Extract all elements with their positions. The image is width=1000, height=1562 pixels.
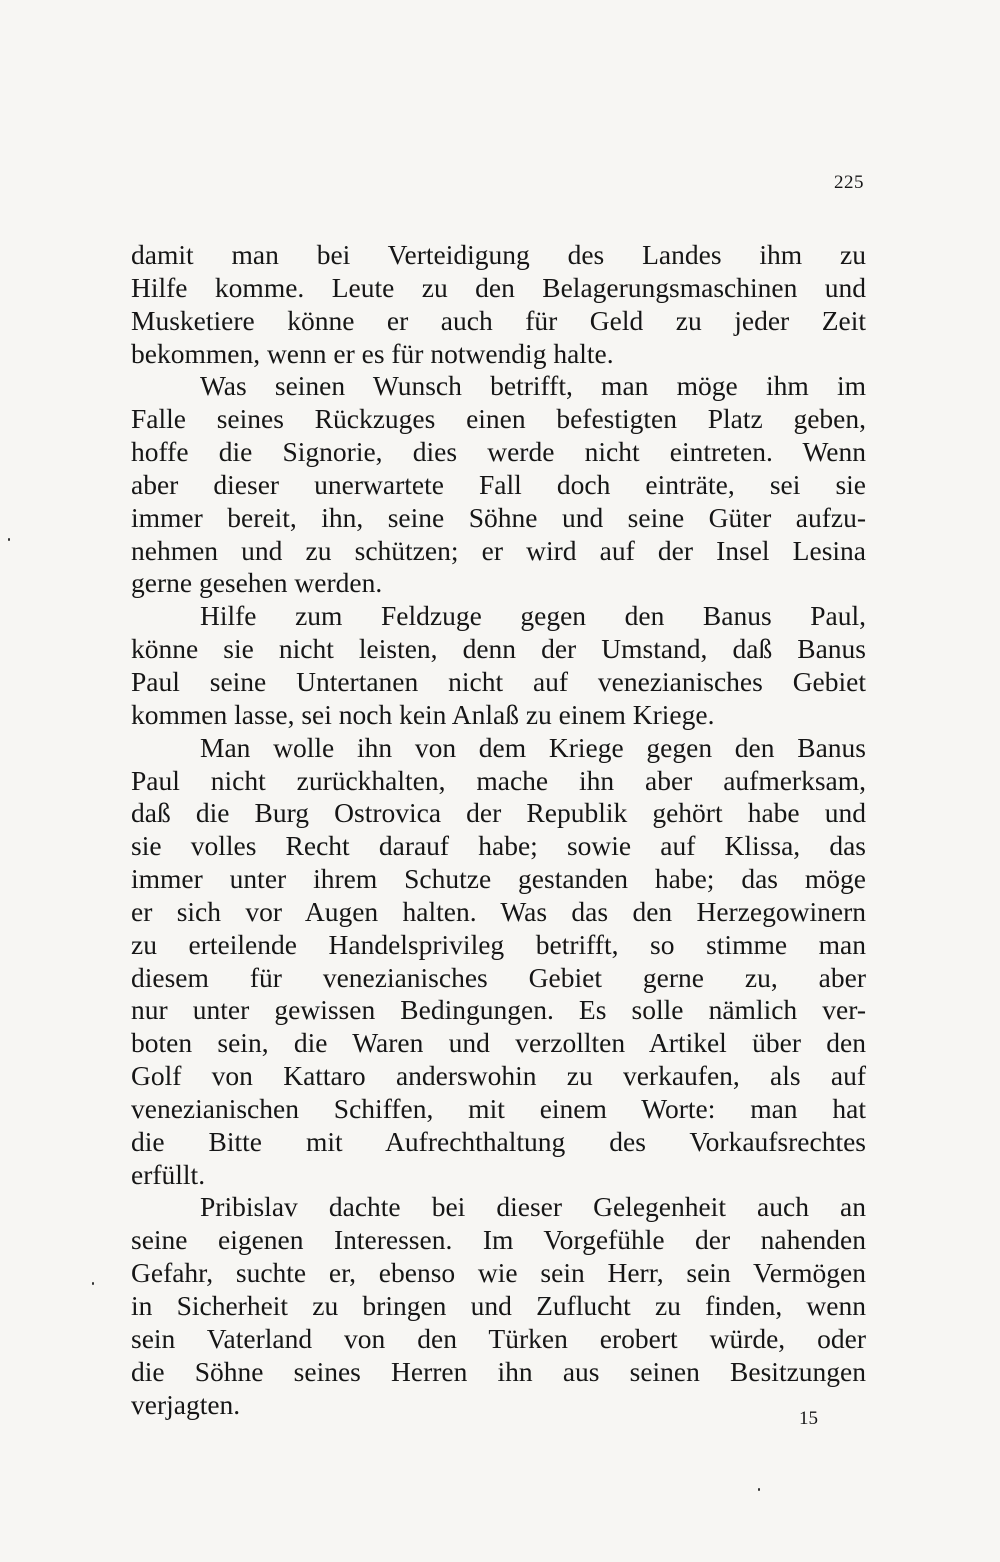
text-line: Gefahr, suchte er, ebenso wie sein Herr, sein Vermögen	[131, 1257, 866, 1289]
text-line: Hilfe komme. Leute zu den Belagerungsmaschinen und	[131, 271, 866, 303]
text-line: daß die Burg Ostrovica der Republik gehört habe und	[131, 797, 866, 829]
text-line: sein Vaterland von den Türken erobert würde, oder	[131, 1322, 866, 1354]
text-line: nur unter gewissen Bedingungen. Es solle nämlich ver-	[131, 994, 866, 1026]
body-text	[131, 239, 866, 1421]
ink-speck	[92, 1282, 94, 1285]
text-line: Man wolle ihn von dem Kriege gegen den Banus	[200, 731, 866, 763]
text-line: Musketiere könne er auch für Geld zu jeder Zeit	[131, 304, 866, 336]
text-line: aber dieser unerwartete Fall doch einträte, sei sie	[131, 468, 866, 500]
text-line: Paul seine Untertanen nicht auf venezianisches Gebiet	[131, 665, 866, 697]
text-line: damit man bei Verteidigung des Landes ihm zu	[131, 239, 866, 270]
ink-speck	[758, 1488, 760, 1491]
signature-mark: 15	[799, 1408, 818, 1429]
text-line: die Söhne seines Herren ihn aus seinen Besitzungen	[131, 1355, 866, 1387]
text-line: boten sein, die Waren und verzollten Artikel über den	[131, 1027, 866, 1059]
text-line: erfüllt.	[131, 1158, 206, 1190]
text-line: könne sie nicht leisten, denn der Umstand, daß Banus	[131, 633, 866, 665]
text-line: die Bitte mit Aufrechthaltung des Vorkaufsrechtes	[131, 1125, 866, 1157]
text-line: hoffe die Signorie, dies werde nicht eintreten. Wenn	[131, 436, 866, 468]
text-line: venezianischen Schiffen, mit einem Worte: man hat	[131, 1092, 866, 1124]
text-line: seine eigenen Interessen. Im Vorgefühle der nahenden	[131, 1224, 866, 1256]
text-line: Paul nicht zurückhalten, mache ihn aber aufmerksam,	[131, 764, 866, 796]
text-line: Pribislav dachte bei dieser Gelegenheit auch an	[200, 1191, 866, 1223]
text-line: er sich vor Augen halten. Was das den Herzegowinern	[131, 895, 866, 927]
text-line: Hilfe zum Feldzuge gegen den Banus Paul,	[200, 600, 866, 632]
text-line: verjagten.	[131, 1388, 241, 1420]
text-line: Falle seines Rückzuges einen befestigten Platz geben,	[131, 403, 866, 435]
text-line: sie volles Recht darauf habe; sowie auf Klissa, das	[131, 830, 866, 862]
text-line: kommen lasse, sei noch kein Anlaß zu einem Kriege.	[131, 698, 715, 730]
text-line: in Sicherheit zu bringen und Zuflucht zu finden, wenn	[131, 1290, 866, 1321]
ink-speck	[8, 538, 10, 541]
text-line: bekommen, wenn er es für notwendig halte.	[131, 337, 614, 369]
text-line: Was seinen Wunsch betrifft, man möge ihm im	[200, 370, 866, 402]
text-line: diesem für venezianisches Gebiet gerne zu, aber	[131, 961, 866, 993]
page-number: 225	[834, 172, 864, 193]
text-line: immer bereit, ihn, seine Söhne und seine Güter aufzu-	[131, 501, 866, 533]
text-line: nehmen und zu schützen; er wird auf der Insel Lesina	[131, 534, 866, 566]
text-line: immer unter ihrem Schutze gestanden habe; das möge	[131, 863, 866, 895]
text-line: Golf von Kattaro anderswohin zu verkaufen, als auf	[131, 1060, 866, 1092]
text-line: zu erteilende Handelsprivileg betrifft, so stimme man	[131, 928, 866, 960]
text-line: gerne gesehen werden.	[131, 567, 383, 599]
